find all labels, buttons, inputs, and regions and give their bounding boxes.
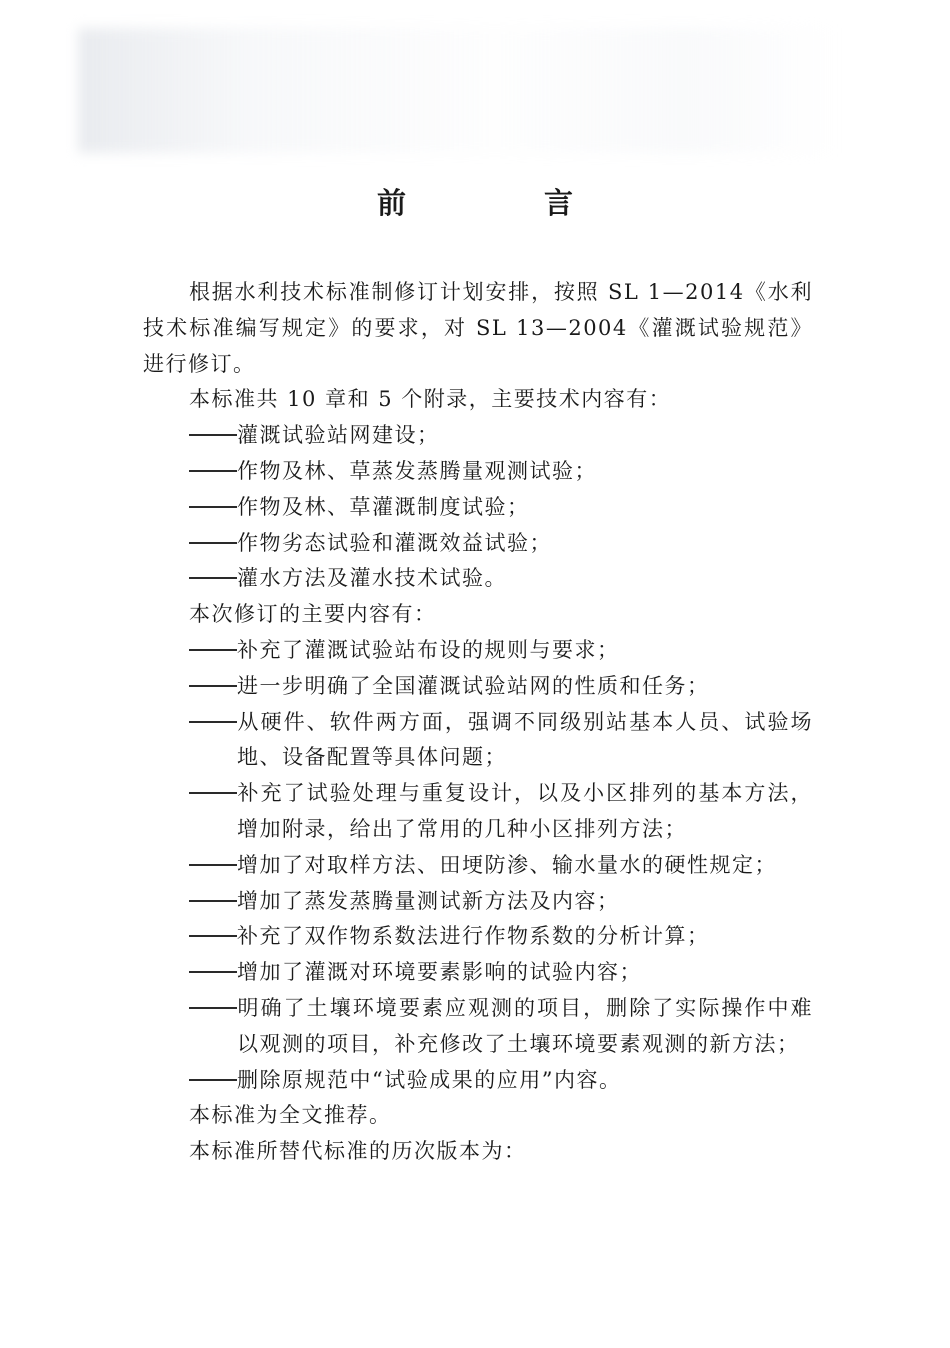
list-item: 增加了灌溉对环境要素影响的试验内容； [143,955,813,991]
list-item: 作物及林、草灌溉制度试验； [143,490,813,526]
list-item: 删除原规范中“试验成果的应用”内容。 [143,1063,813,1099]
document-body [143,275,813,1170]
intro-paragraph: 根据水利技术标准制修订计划安排，按照 SL 1—2014《水利技术标准编写规定》的要求，对 SL 13—2004《灌溉试验规范》进行修订。 [143,280,813,376]
list-item: 进一步明确了全国灌溉试验站网的性质和任务； [143,669,813,705]
list-item: 补充了试验处理与重复设计，以及小区排列的基本方法，增加附录，给出了常用的几种小区排列方法； [143,776,813,848]
dash-marker [189,721,237,723]
recommendation-paragraph: 本标准为全文推荐。 [189,1103,392,1128]
list-item: 补充了灌溉试验站布设的规则与要求； [143,633,813,669]
list-item: 灌溉试验站网建设； [143,418,813,454]
list-item: 增加了蒸发蒸腾量测试新方法及内容； [143,884,813,920]
scan-artifact [78,28,838,153]
dash-marker [189,685,237,687]
contents-heading: 本标准共 10 章和 5 个附录，主要技术内容有： [189,387,672,412]
revision-heading: 本次修订的主要内容有： [189,602,437,627]
list-item: 灌水方法及灌水技术试验。 [143,561,813,597]
list-item: 增加了对取样方法、田埂防渗、输水量水的硬性规定； [143,848,813,884]
dash-marker [189,649,237,651]
list-item: 从硬件、软件两方面，强调不同级别站基本人员、试验场地、设备配置等具体问题； [143,705,813,777]
dash-marker [189,542,237,544]
list-item: 作物劣态试验和灌溉效益试验； [143,526,813,562]
dash-marker [189,434,237,436]
dash-marker [189,577,237,579]
history-heading: 本标准所替代标准的历次版本为： [189,1139,527,1164]
dash-marker [189,792,237,794]
dash-marker [189,900,237,902]
dash-marker [189,864,237,866]
dash-marker [189,971,237,973]
page-title: 前 言 [376,186,638,220]
list-item: 补充了双作物系数法进行作物系数的分析计算； [143,919,813,955]
dash-marker [189,935,237,937]
list-item: 作物及林、草蒸发蒸腾量观测试验； [143,454,813,490]
list-item: 明确了土壤环境要素应观测的项目，删除了实际操作中难以观测的项目，补充修改了土壤环境要素观测的新方法； [143,991,813,1063]
dash-marker [189,470,237,472]
dash-marker [189,1007,237,1009]
dash-marker [189,1079,237,1081]
dash-marker [189,506,237,508]
